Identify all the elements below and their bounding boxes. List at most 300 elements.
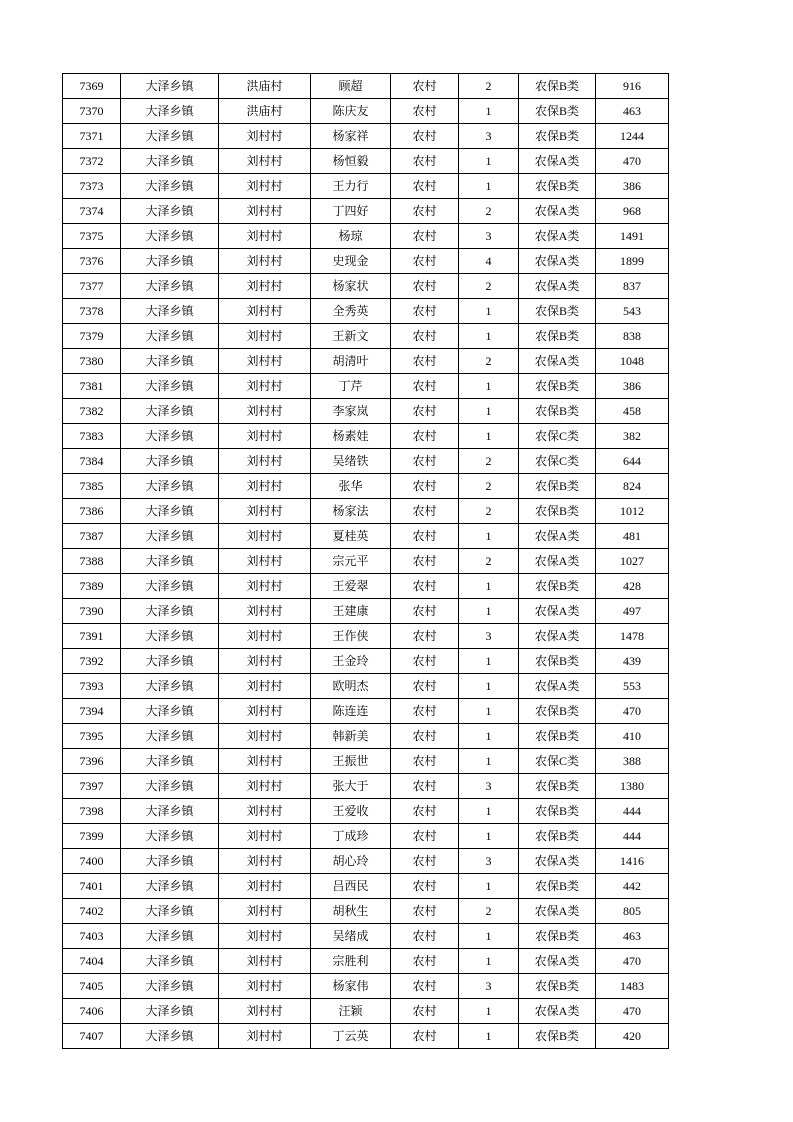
cell-serial: 7401: [63, 874, 121, 899]
cell-village: 刘村村: [219, 449, 311, 474]
cell-village: 刘村村: [219, 774, 311, 799]
cell-village: 刘村村: [219, 674, 311, 699]
cell-town: 大泽乡镇: [121, 799, 219, 824]
cell-person-name: 胡秋生: [311, 899, 391, 924]
cell-residence-type: 农村: [391, 474, 459, 499]
cell-amount: 1483: [596, 974, 669, 999]
cell-residence-type: 农村: [391, 374, 459, 399]
cell-serial: 7400: [63, 849, 121, 874]
table-row: [63, 974, 669, 999]
cell-town: 大泽乡镇: [121, 424, 219, 449]
cell-residence-type: 农村: [391, 424, 459, 449]
cell-serial: 7383: [63, 424, 121, 449]
cell-person-name: 杨家祥: [311, 124, 391, 149]
cell-serial: 7404: [63, 949, 121, 974]
cell-town: 大泽乡镇: [121, 1024, 219, 1049]
cell-serial: 7385: [63, 474, 121, 499]
cell-person-name: 全秀英: [311, 299, 391, 324]
cell-serial: 7382: [63, 399, 121, 424]
cell-serial: 7378: [63, 299, 121, 324]
cell-amount: 1244: [596, 124, 669, 149]
cell-town: 大泽乡镇: [121, 449, 219, 474]
cell-insurance-category: 农保C类: [519, 749, 596, 774]
cell-person-count: 2: [459, 349, 519, 374]
cell-town: 大泽乡镇: [121, 974, 219, 999]
cell-village: 刘村村: [219, 549, 311, 574]
cell-village: 刘村村: [219, 924, 311, 949]
cell-person-name: 杨家伟: [311, 974, 391, 999]
cell-amount: 543: [596, 299, 669, 324]
cell-residence-type: 农村: [391, 699, 459, 724]
cell-person-name: 杨素娃: [311, 424, 391, 449]
cell-person-count: 2: [459, 274, 519, 299]
cell-person-count: 1: [459, 674, 519, 699]
cell-person-name: 杨家状: [311, 274, 391, 299]
table-row: [63, 849, 669, 874]
cell-amount: 470: [596, 949, 669, 974]
table-row: [63, 149, 669, 174]
cell-amount: 1027: [596, 549, 669, 574]
cell-amount: 463: [596, 99, 669, 124]
cell-town: 大泽乡镇: [121, 874, 219, 899]
cell-insurance-category: 农保B类: [519, 699, 596, 724]
cell-insurance-category: 农保A类: [519, 849, 596, 874]
cell-person-name: 李家岚: [311, 399, 391, 424]
cell-serial: 7387: [63, 524, 121, 549]
cell-amount: 420: [596, 1024, 669, 1049]
cell-person-name: 陈庆友: [311, 99, 391, 124]
cell-insurance-category: 农保B类: [519, 824, 596, 849]
cell-amount: 439: [596, 649, 669, 674]
cell-serial: 7375: [63, 224, 121, 249]
cell-person-count: 1: [459, 824, 519, 849]
table-row: [63, 749, 669, 774]
cell-insurance-category: 农保B类: [519, 799, 596, 824]
cell-village: 刘村村: [219, 349, 311, 374]
cell-village: 刘村村: [219, 824, 311, 849]
cell-village: 刘村村: [219, 524, 311, 549]
cell-amount: 1048: [596, 349, 669, 374]
cell-village: 刘村村: [219, 374, 311, 399]
cell-person-count: 2: [459, 474, 519, 499]
cell-village: 刘村村: [219, 974, 311, 999]
cell-town: 大泽乡镇: [121, 499, 219, 524]
cell-residence-type: 农村: [391, 349, 459, 374]
cell-insurance-category: 农保A类: [519, 224, 596, 249]
cell-village: 刘村村: [219, 724, 311, 749]
table-row: [63, 324, 669, 349]
cell-residence-type: 农村: [391, 749, 459, 774]
cell-amount: 386: [596, 374, 669, 399]
cell-insurance-category: 农保A类: [519, 599, 596, 624]
cell-serial: 7406: [63, 999, 121, 1024]
cell-residence-type: 农村: [391, 124, 459, 149]
cell-residence-type: 农村: [391, 74, 459, 99]
cell-amount: 458: [596, 399, 669, 424]
cell-person-count: 2: [459, 549, 519, 574]
cell-residence-type: 农村: [391, 524, 459, 549]
cell-serial: 7399: [63, 824, 121, 849]
cell-serial: 7370: [63, 99, 121, 124]
cell-insurance-category: 农保B类: [519, 499, 596, 524]
cell-person-name: 吕西民: [311, 874, 391, 899]
cell-amount: 442: [596, 874, 669, 899]
cell-residence-type: 农村: [391, 874, 459, 899]
cell-insurance-category: 农保B类: [519, 974, 596, 999]
data-table: [62, 73, 669, 1049]
table-row: [63, 474, 669, 499]
table-row: [63, 674, 669, 699]
cell-village: 洪庙村: [219, 99, 311, 124]
cell-person-name: 丁四好: [311, 199, 391, 224]
cell-person-count: 1: [459, 799, 519, 824]
cell-village: 刘村村: [219, 174, 311, 199]
cell-person-name: 王建康: [311, 599, 391, 624]
cell-village: 刘村村: [219, 424, 311, 449]
cell-insurance-category: 农保B类: [519, 774, 596, 799]
cell-person-name: 吴绪铁: [311, 449, 391, 474]
cell-person-count: 1: [459, 749, 519, 774]
cell-amount: 444: [596, 824, 669, 849]
cell-serial: 7403: [63, 924, 121, 949]
cell-insurance-category: 农保B类: [519, 574, 596, 599]
cell-insurance-category: 农保A类: [519, 199, 596, 224]
table-row: [63, 924, 669, 949]
cell-residence-type: 农村: [391, 249, 459, 274]
cell-person-count: 1: [459, 874, 519, 899]
cell-person-count: 1: [459, 699, 519, 724]
cell-town: 大泽乡镇: [121, 199, 219, 224]
cell-town: 大泽乡镇: [121, 949, 219, 974]
cell-town: 大泽乡镇: [121, 749, 219, 774]
table-row: [63, 74, 669, 99]
cell-amount: 644: [596, 449, 669, 474]
cell-person-name: 夏桂英: [311, 524, 391, 549]
cell-insurance-category: 农保A类: [519, 549, 596, 574]
cell-village: 刘村村: [219, 274, 311, 299]
table-row: [63, 599, 669, 624]
cell-town: 大泽乡镇: [121, 999, 219, 1024]
cell-residence-type: 农村: [391, 974, 459, 999]
cell-residence-type: 农村: [391, 549, 459, 574]
table-row: [63, 174, 669, 199]
cell-person-name: 丁云英: [311, 1024, 391, 1049]
cell-amount: 470: [596, 999, 669, 1024]
cell-town: 大泽乡镇: [121, 474, 219, 499]
cell-town: 大泽乡镇: [121, 374, 219, 399]
cell-residence-type: 农村: [391, 724, 459, 749]
cell-town: 大泽乡镇: [121, 774, 219, 799]
cell-insurance-category: 农保B类: [519, 324, 596, 349]
cell-town: 大泽乡镇: [121, 99, 219, 124]
cell-town: 大泽乡镇: [121, 124, 219, 149]
cell-serial: 7372: [63, 149, 121, 174]
cell-insurance-category: 农保B类: [519, 174, 596, 199]
cell-person-name: 杨恒毅: [311, 149, 391, 174]
cell-amount: 1416: [596, 849, 669, 874]
cell-person-name: 欧明杰: [311, 674, 391, 699]
cell-person-name: 王新文: [311, 324, 391, 349]
table-row: [63, 874, 669, 899]
cell-amount: 497: [596, 599, 669, 624]
cell-insurance-category: 农保A类: [519, 949, 596, 974]
cell-village: 刘村村: [219, 599, 311, 624]
cell-amount: 1491: [596, 224, 669, 249]
cell-person-count: 2: [459, 499, 519, 524]
cell-amount: 444: [596, 799, 669, 824]
cell-serial: 7386: [63, 499, 121, 524]
cell-person-count: 1: [459, 149, 519, 174]
cell-village: 刘村村: [219, 799, 311, 824]
cell-serial: 7389: [63, 574, 121, 599]
cell-person-count: 3: [459, 224, 519, 249]
cell-person-count: 2: [459, 199, 519, 224]
cell-person-count: 3: [459, 124, 519, 149]
cell-person-count: 1: [459, 999, 519, 1024]
cell-amount: 1899: [596, 249, 669, 274]
cell-serial: 7396: [63, 749, 121, 774]
cell-town: 大泽乡镇: [121, 599, 219, 624]
cell-person-count: 1: [459, 374, 519, 399]
cell-person-count: 3: [459, 849, 519, 874]
cell-person-name: 胡心玲: [311, 849, 391, 874]
cell-residence-type: 农村: [391, 174, 459, 199]
table-row: [63, 549, 669, 574]
cell-village: 刘村村: [219, 199, 311, 224]
cell-insurance-category: 农保A类: [519, 274, 596, 299]
table-row: [63, 899, 669, 924]
table-row: [63, 774, 669, 799]
cell-village: 刘村村: [219, 949, 311, 974]
cell-village: 刘村村: [219, 749, 311, 774]
cell-residence-type: 农村: [391, 99, 459, 124]
cell-village: 刘村村: [219, 499, 311, 524]
cell-person-count: 1: [459, 299, 519, 324]
cell-serial: 7392: [63, 649, 121, 674]
cell-amount: 470: [596, 699, 669, 724]
cell-town: 大泽乡镇: [121, 524, 219, 549]
cell-amount: 916: [596, 74, 669, 99]
cell-village: 刘村村: [219, 149, 311, 174]
cell-town: 大泽乡镇: [121, 899, 219, 924]
table-row: [63, 724, 669, 749]
cell-town: 大泽乡镇: [121, 824, 219, 849]
cell-insurance-category: 农保B类: [519, 1024, 596, 1049]
cell-serial: 7381: [63, 374, 121, 399]
cell-amount: 428: [596, 574, 669, 599]
cell-town: 大泽乡镇: [121, 724, 219, 749]
cell-person-name: 张华: [311, 474, 391, 499]
cell-amount: 838: [596, 324, 669, 349]
table-row: [63, 699, 669, 724]
cell-insurance-category: 农保B类: [519, 874, 596, 899]
cell-person-count: 1: [459, 649, 519, 674]
cell-serial: 7379: [63, 324, 121, 349]
cell-amount: 481: [596, 524, 669, 549]
cell-residence-type: 农村: [391, 649, 459, 674]
cell-insurance-category: 农保B类: [519, 649, 596, 674]
cell-person-name: 顾超: [311, 74, 391, 99]
cell-person-name: 胡清叶: [311, 349, 391, 374]
cell-town: 大泽乡镇: [121, 699, 219, 724]
table-row: [63, 1024, 669, 1049]
cell-amount: 824: [596, 474, 669, 499]
cell-residence-type: 农村: [391, 774, 459, 799]
cell-village: 刘村村: [219, 574, 311, 599]
cell-residence-type: 农村: [391, 849, 459, 874]
cell-residence-type: 农村: [391, 499, 459, 524]
cell-residence-type: 农村: [391, 824, 459, 849]
cell-village: 刘村村: [219, 699, 311, 724]
cell-residence-type: 农村: [391, 324, 459, 349]
cell-amount: 1478: [596, 624, 669, 649]
cell-town: 大泽乡镇: [121, 574, 219, 599]
cell-town: 大泽乡镇: [121, 924, 219, 949]
cell-residence-type: 农村: [391, 399, 459, 424]
cell-person-name: 王爱收: [311, 799, 391, 824]
cell-serial: 7397: [63, 774, 121, 799]
cell-village: 刘村村: [219, 299, 311, 324]
table-row: [63, 949, 669, 974]
table-row: [63, 249, 669, 274]
cell-person-count: 1: [459, 924, 519, 949]
cell-village: 刘村村: [219, 124, 311, 149]
cell-village: 刘村村: [219, 399, 311, 424]
cell-person-name: 陈连连: [311, 699, 391, 724]
cell-insurance-category: 农保B类: [519, 74, 596, 99]
cell-person-count: 1: [459, 99, 519, 124]
cell-insurance-category: 农保A类: [519, 349, 596, 374]
table-row: [63, 424, 669, 449]
table-row: [63, 124, 669, 149]
cell-town: 大泽乡镇: [121, 249, 219, 274]
cell-serial: 7374: [63, 199, 121, 224]
cell-person-count: 2: [459, 74, 519, 99]
cell-insurance-category: 农保B类: [519, 374, 596, 399]
cell-town: 大泽乡镇: [121, 174, 219, 199]
cell-amount: 386: [596, 174, 669, 199]
cell-serial: 7373: [63, 174, 121, 199]
cell-person-name: 丁成珍: [311, 824, 391, 849]
cell-insurance-category: 农保A类: [519, 149, 596, 174]
cell-insurance-category: 农保A类: [519, 624, 596, 649]
table-row: [63, 499, 669, 524]
cell-person-count: 3: [459, 974, 519, 999]
cell-serial: 7371: [63, 124, 121, 149]
cell-person-count: 1: [459, 174, 519, 199]
cell-town: 大泽乡镇: [121, 649, 219, 674]
cell-insurance-category: 农保B类: [519, 399, 596, 424]
cell-person-count: 1: [459, 1024, 519, 1049]
cell-insurance-category: 农保C类: [519, 449, 596, 474]
cell-serial: 7380: [63, 349, 121, 374]
table-row: [63, 449, 669, 474]
cell-person-count: 2: [459, 449, 519, 474]
cell-insurance-category: 农保C类: [519, 424, 596, 449]
cell-serial: 7407: [63, 1024, 121, 1049]
cell-serial: 7377: [63, 274, 121, 299]
cell-insurance-category: 农保B类: [519, 99, 596, 124]
table-row: [63, 399, 669, 424]
cell-town: 大泽乡镇: [121, 224, 219, 249]
cell-residence-type: 农村: [391, 1024, 459, 1049]
cell-amount: 410: [596, 724, 669, 749]
cell-residence-type: 农村: [391, 949, 459, 974]
cell-serial: 7395: [63, 724, 121, 749]
cell-person-name: 杨家法: [311, 499, 391, 524]
cell-insurance-category: 农保A类: [519, 249, 596, 274]
table-row: [63, 649, 669, 674]
cell-insurance-category: 农保B类: [519, 299, 596, 324]
cell-person-count: 3: [459, 624, 519, 649]
cell-village: 刘村村: [219, 899, 311, 924]
cell-insurance-category: 农保B类: [519, 724, 596, 749]
cell-residence-type: 农村: [391, 299, 459, 324]
cell-insurance-category: 农保A类: [519, 899, 596, 924]
cell-town: 大泽乡镇: [121, 349, 219, 374]
table-row: [63, 824, 669, 849]
table-row: [63, 199, 669, 224]
cell-person-count: 1: [459, 399, 519, 424]
cell-insurance-category: 农保A类: [519, 674, 596, 699]
cell-person-name: 王振世: [311, 749, 391, 774]
cell-serial: 7402: [63, 899, 121, 924]
cell-person-count: 1: [459, 724, 519, 749]
cell-person-name: 王金玲: [311, 649, 391, 674]
cell-town: 大泽乡镇: [121, 149, 219, 174]
cell-town: 大泽乡镇: [121, 324, 219, 349]
cell-person-name: 张大于: [311, 774, 391, 799]
cell-person-count: 1: [459, 324, 519, 349]
cell-residence-type: 农村: [391, 599, 459, 624]
cell-residence-type: 农村: [391, 924, 459, 949]
cell-village: 刘村村: [219, 474, 311, 499]
cell-person-count: 1: [459, 949, 519, 974]
cell-person-count: 4: [459, 249, 519, 274]
cell-residence-type: 农村: [391, 574, 459, 599]
cell-village: 洪庙村: [219, 74, 311, 99]
cell-serial: 7384: [63, 449, 121, 474]
cell-town: 大泽乡镇: [121, 674, 219, 699]
cell-amount: 805: [596, 899, 669, 924]
cell-amount: 968: [596, 199, 669, 224]
cell-residence-type: 农村: [391, 624, 459, 649]
cell-village: 刘村村: [219, 624, 311, 649]
cell-amount: 553: [596, 674, 669, 699]
cell-residence-type: 农村: [391, 199, 459, 224]
cell-town: 大泽乡镇: [121, 624, 219, 649]
cell-serial: 7376: [63, 249, 121, 274]
cell-amount: 388: [596, 749, 669, 774]
table-row: [63, 349, 669, 374]
cell-person-count: 1: [459, 574, 519, 599]
cell-village: 刘村村: [219, 1024, 311, 1049]
cell-town: 大泽乡镇: [121, 274, 219, 299]
cell-serial: 7405: [63, 974, 121, 999]
cell-residence-type: 农村: [391, 899, 459, 924]
cell-village: 刘村村: [219, 224, 311, 249]
cell-village: 刘村村: [219, 874, 311, 899]
cell-residence-type: 农村: [391, 999, 459, 1024]
table-row: [63, 624, 669, 649]
cell-residence-type: 农村: [391, 674, 459, 699]
cell-person-name: 史现金: [311, 249, 391, 274]
cell-village: 刘村村: [219, 649, 311, 674]
cell-residence-type: 农村: [391, 449, 459, 474]
cell-person-name: 王爱翠: [311, 574, 391, 599]
table-row: [63, 999, 669, 1024]
cell-residence-type: 农村: [391, 149, 459, 174]
